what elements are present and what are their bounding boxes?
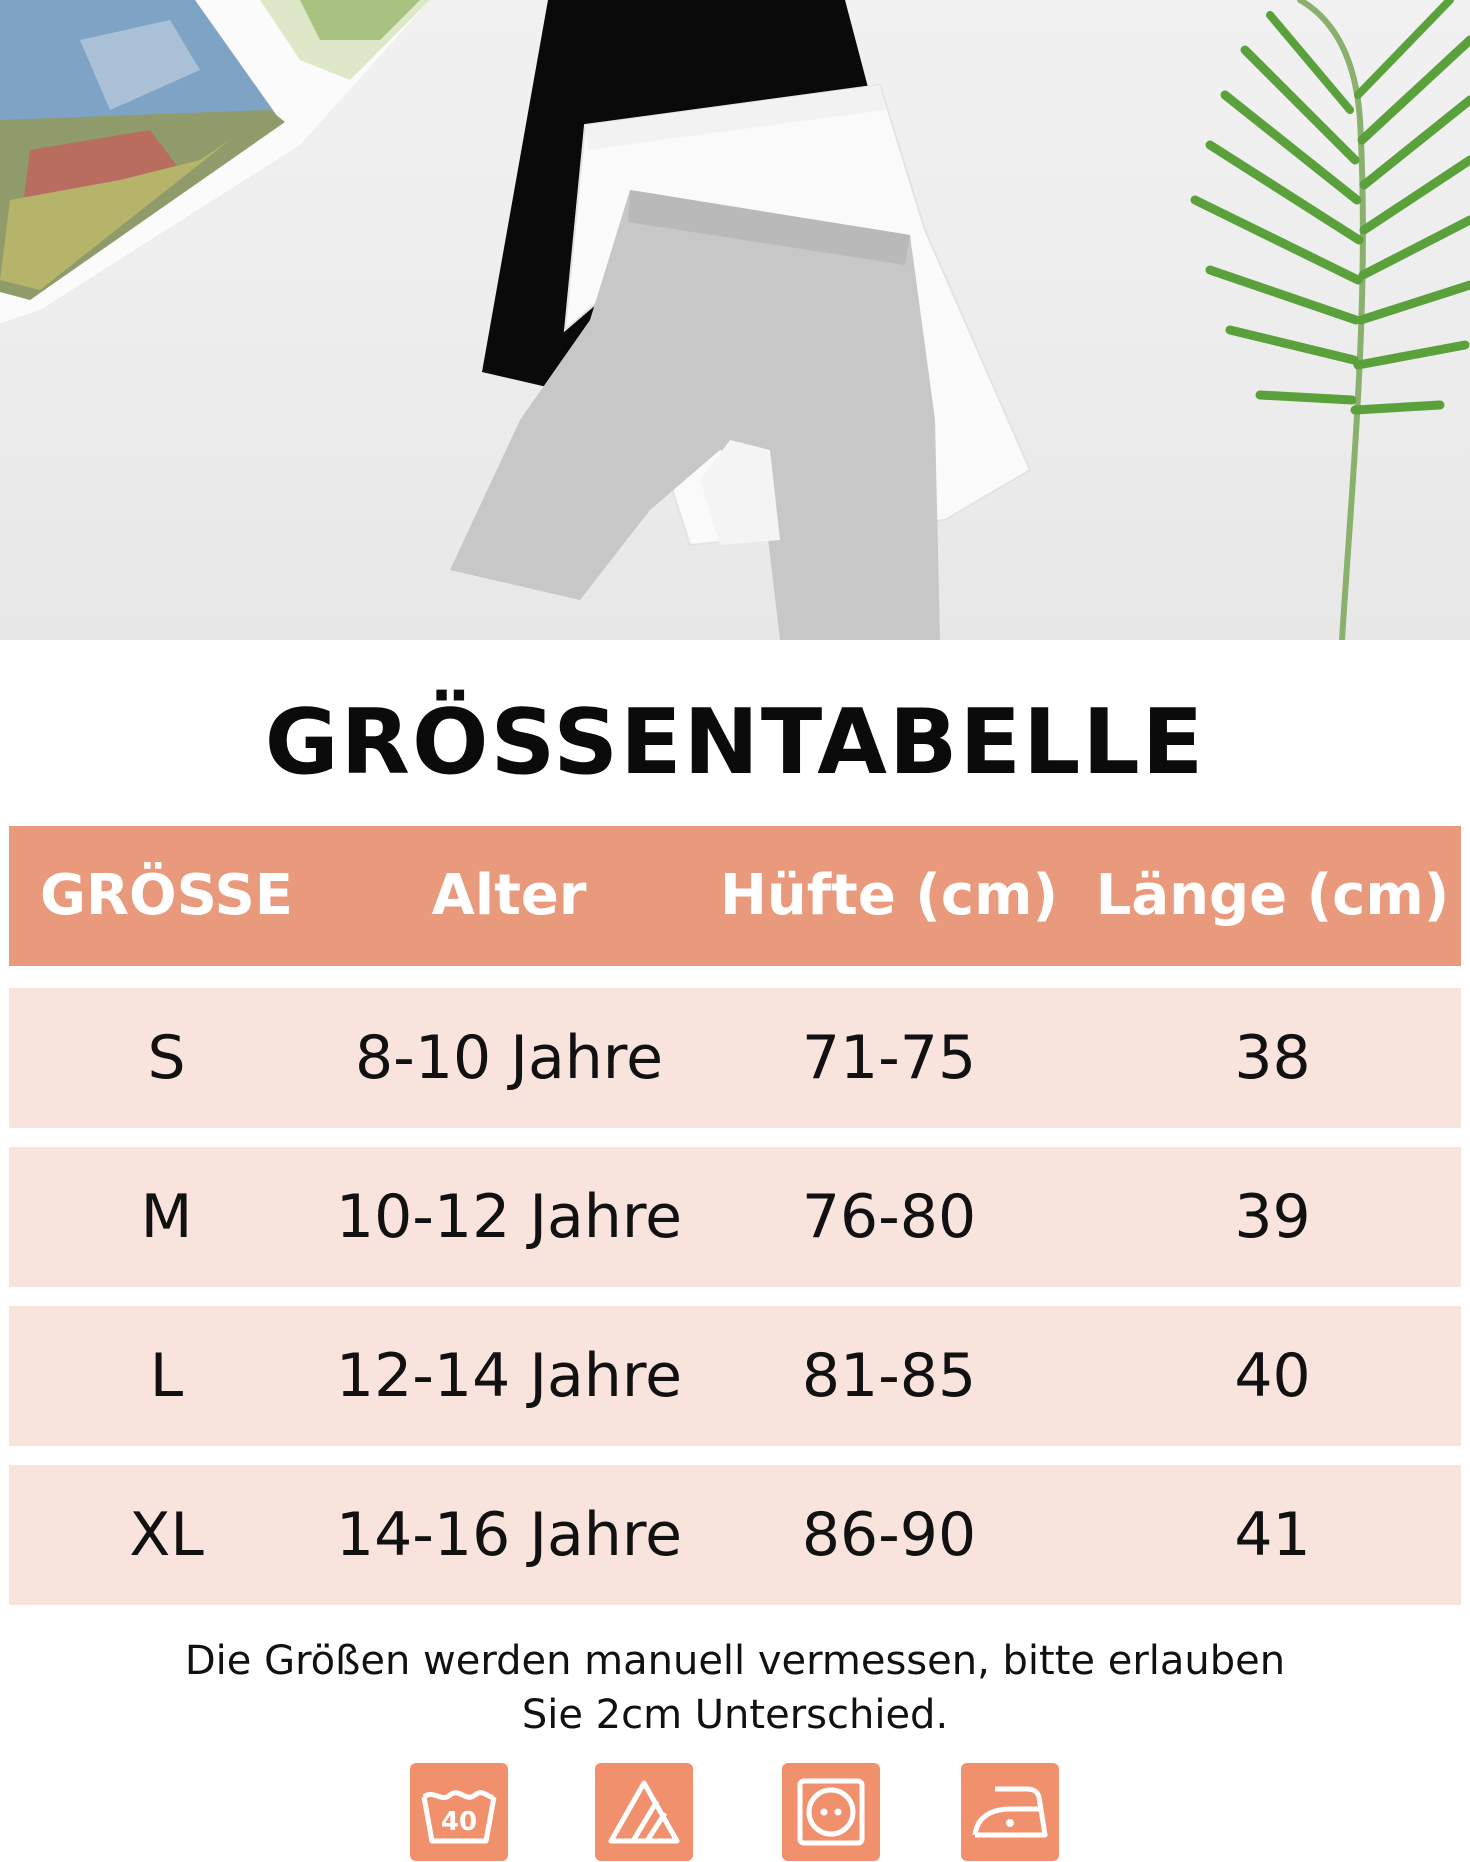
table-row xyxy=(9,988,1461,1128)
table-row xyxy=(9,1147,1461,1287)
book-image xyxy=(0,0,430,330)
note-line-2: Sie 2cm Unterschied. xyxy=(521,1692,949,1738)
cell-hip: 71-75 xyxy=(801,1023,977,1093)
measurement-note xyxy=(0,1634,1470,1742)
cell-age: 12-14 Jahre xyxy=(335,1341,683,1411)
no-bleach-icon xyxy=(595,1763,693,1861)
table-row xyxy=(9,1306,1461,1446)
page-title: GRÖSSENTABELLE xyxy=(264,690,1206,795)
header-length: Länge (cm) xyxy=(1095,863,1450,928)
product-photo xyxy=(0,0,1470,640)
cell-age: 8-10 Jahre xyxy=(355,1023,663,1093)
cell-hip: 81-85 xyxy=(801,1341,977,1411)
note-line-1: Die Größen werden manuell vermessen, bitte erlauben xyxy=(184,1638,1286,1684)
iron-icon xyxy=(961,1763,1059,1861)
cell-hip: 86-90 xyxy=(801,1500,977,1570)
header-hip: Hüfte (cm) xyxy=(719,863,1059,928)
header-size: GRÖSSE xyxy=(39,863,294,928)
svg-text:40: 40 xyxy=(440,1807,478,1837)
cell-size: XL xyxy=(129,1500,204,1570)
tumble-dry-icon xyxy=(782,1763,880,1861)
cell-age: 10-12 Jahre xyxy=(335,1182,683,1252)
cell-age: 14-16 Jahre xyxy=(335,1500,683,1570)
cell-length: 40 xyxy=(1234,1341,1311,1411)
wash-40-icon xyxy=(410,1763,508,1861)
cell-length: 39 xyxy=(1234,1182,1311,1252)
cell-length: 38 xyxy=(1234,1023,1311,1093)
palm-leaf-image xyxy=(1195,0,1470,640)
cell-length: 41 xyxy=(1234,1500,1311,1570)
table-header xyxy=(9,826,1461,966)
cell-hip: 76-80 xyxy=(801,1182,977,1252)
cell-size: L xyxy=(149,1341,184,1411)
cell-size: M xyxy=(140,1182,193,1252)
table-row xyxy=(9,1465,1461,1605)
size-table xyxy=(9,826,1461,1570)
cell-size: S xyxy=(147,1023,186,1093)
header-age: Alter xyxy=(431,863,587,928)
